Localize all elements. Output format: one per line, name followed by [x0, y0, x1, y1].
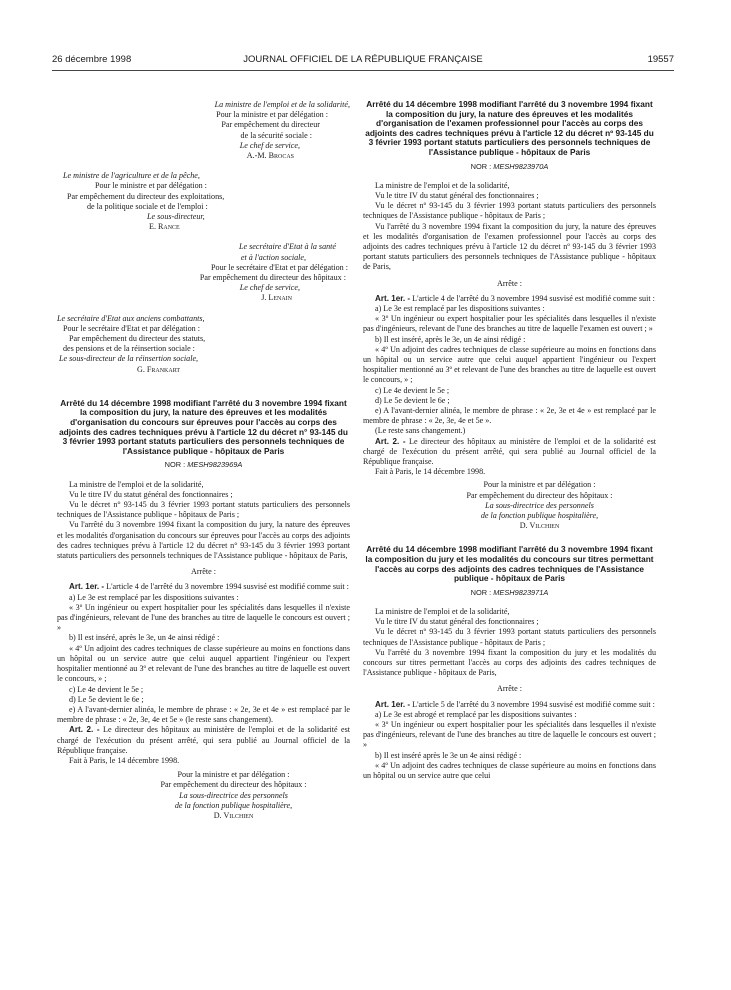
header-page-number: 19557: [647, 54, 674, 65]
paragraph: d) Le 5e devient le 6e ;: [375, 395, 450, 405]
arrete-title: Arrêté du 14 décembre 1998 modifiant l'arrêté du 3 novembre 1994 fixant la composition du jury, la nature des épreuves et les modalités d'organisation du concours sur épreuves pour l'accès au corps des adjoints des cadres techniques prévu à l'article 12 du décret n° 93-145 du 3 février 1993 portant statuts particuliers des personnels techniques de l'Assistance publique - hôpitaux de Paris: [59, 397, 348, 456]
arrete-heading: Arrête :: [497, 278, 522, 288]
article-1: [363, 294, 656, 304]
sig-line: La ministre de l'emploi et de la solidarité,: [214, 100, 350, 109]
sig-line: Par empêchement du directeur des exploitations,: [67, 191, 225, 201]
header-date: 26 décembre 1998: [52, 54, 132, 65]
article-label: Art. 2. -: [375, 436, 406, 446]
paragraph: b) Il est inséré après le 3e un 4e ainsi rédigé :: [375, 750, 522, 760]
paragraph: (Le reste sans changement.): [375, 426, 466, 436]
sig-line: de la fonction publique hospitalière,: [480, 511, 599, 521]
header-rule: [52, 70, 674, 71]
article-1: [57, 582, 350, 592]
paragraph: Fait à Paris, le 14 décembre 1998.: [375, 467, 486, 477]
article-text: Le directeur des hôpitaux au ministère de l'emploi et de la solidarité est chargé de l'exécution du présent arrêté, qui sera publié au Journal officiel de la République française.: [363, 436, 656, 467]
sig-line: Le chef de service,: [239, 283, 300, 293]
arrete-title-2: Arrêté du 14 décembre 1998 modifiant l'arrêté du 3 novembre 1994 fixant la composition du jury et les modalités du concours sur titres permettant l'accès au corps des adjoints des cadres techniques de l'Assistance publique - hôpitaux de Paris: [365, 544, 654, 584]
signature-block-vilchien: [57, 770, 350, 821]
paragraph: « 4º Un adjoint des cadres techniques de classe supérieure au moins en fonctions dans un hôpital ou un service autre que celui: [363, 760, 656, 781]
paragraph: « 3º Un ingénieur ou expert hospitalier pour les spécialités dans lesquelles il n'existe pas d'ingénieurs, relevant de l'une des branches au titre de laquelle le concours est ouvert ; »: [363, 720, 656, 750]
paragraph: La ministre de l'emploi et de la solidarité,: [69, 479, 204, 489]
sig-name: G. Frankart: [137, 364, 181, 374]
signature-block-emploi: [57, 100, 350, 161]
nor-reference-2: [363, 588, 656, 598]
paragraph: b) Il est inséré, après le 3e, un 4e ainsi rédigé :: [69, 633, 220, 643]
article-label: Art. 1er. -: [375, 293, 411, 303]
sig-line: Par empêchement du directeur des statuts,: [69, 334, 206, 344]
nor-code: MESH9823969A: [187, 460, 243, 470]
sig-line: Le secrétaire d'Etat à la santé: [239, 242, 336, 252]
paragraph: Vu le titre IV du statut général des fonctionnaires ;: [375, 190, 539, 200]
paragraph: b) Il est inséré, après le 3e, un 4e ainsi rédigé :: [375, 334, 526, 344]
sig-line: Par empêchement du directeur des hôpitaux :: [199, 273, 346, 283]
paragraph: Vu l'arrêté du 3 novembre 1994 fixant la composition du jury, la nature des épreuves et les modalités d'organisation de l'examen professionnel pour l'accès au corps des adjoints des cadres techniques prévu à l'article 12 du décret nº 93-145 du 3 février 1993 portant statuts particuliers des personnels techniques de l'Assistance publique - hôpitaux de Paris,: [363, 221, 656, 272]
paragraph: a) Le 3e est remplacé par les dispositions suivantes :: [375, 304, 545, 313]
paragraph: Fait à Paris, le 14 décembre 1998.: [69, 755, 180, 765]
signature-block-agriculture: [57, 171, 350, 232]
sig-line: Pour le secrétaire d'Etat et par délégation :: [211, 262, 348, 272]
nor-reference: [363, 162, 656, 172]
nor-code: MESH9823971A: [493, 587, 549, 597]
article-2: [57, 725, 350, 756]
sig-line: Par empêchement du directeur des hôpitaux :: [160, 780, 307, 790]
signature-block-sante: [57, 242, 350, 303]
paragraph: « 3º Un ingénieur ou expert hospitalier pour les spécialités dans lesquelles il n'existe pas d'ingénieurs, relevant de l'une des branches au titre de laquelle l'examen est ouvert ; »: [363, 314, 656, 334]
article-2: [363, 437, 656, 468]
signature-block-vilchien: [363, 480, 656, 531]
sig-name: D. Vilchien: [519, 521, 560, 531]
sig-line: Par empêchement du directeur: [221, 120, 320, 130]
paragraph: a) Le 3e est remplacé par les dispositions suivantes :: [69, 592, 239, 602]
sig-line: Pour la ministre et par délégation :: [177, 770, 290, 780]
sig-name: A.-M. Brocas: [246, 151, 294, 161]
sig-name: D. Vilchien: [213, 810, 254, 820]
sig-line: Le ministre de l'agriculture et de la pêche,: [63, 171, 200, 181]
paragraph: « 4º Un adjoint des cadres techniques de classe supérieure au moins en fonctions dans un hôpital ou un service autre que celui auquel appartient l'ingénieur ou l'expert hospitalier mentionné au 3º et relevant de l'une des branches au titre de laquelle est ouvert le concours, » ;: [363, 344, 656, 385]
sig-line: La sous-directrice des personnels: [179, 790, 288, 800]
paragraph: La ministre de l'emploi et de la solidarité,: [375, 180, 510, 190]
paragraph: Vu le décret n° 93-145 du 3 février 1993 portant statuts particuliers des personnels techniques de l'Assistance publique - hôpitaux de Paris ;: [57, 500, 350, 520]
article-text: L'article 5 de l'arrêté du 3 novembre 1994 susvisé est modifié comme suit :: [412, 699, 655, 709]
nor-label: NOR :: [470, 587, 492, 597]
paragraph: La ministre de l'emploi et de la solidarité,: [375, 607, 510, 617]
nor-code: MESH9823970A: [493, 161, 549, 171]
paragraph: « 4º Un adjoint des cadres techniques de classe supérieure au moins en fonctions dans un hôpital ou un service autre que celui auquel appartient l'ingénieur ou l'expert hospitalier mentionné au 3º et relevant de l'une des branches au titre de laquelle est ouvert le concours, » ;: [57, 643, 350, 684]
left-column: [57, 100, 350, 821]
sig-line: Le sous-directeur de la réinsertion sociale,: [59, 354, 199, 364]
right-column: [363, 100, 656, 781]
header-journal-title: JOURNAL OFFICIEL DE LA RÉPUBLIQUE FRANÇAISE: [243, 54, 483, 65]
paragraph: a) Le 3e est abrogé et remplacé par les dispositions suivantes :: [375, 709, 577, 719]
paragraph: Vu le titre IV du statut général des fonctionnaires ;: [375, 617, 539, 627]
sig-line: des pensions et de la réinsertion sociale :: [63, 344, 195, 354]
sig-line: La sous-directrice des personnels: [485, 500, 594, 510]
sig-line: de la politique sociale et de l'emploi :: [87, 201, 208, 211]
paragraph: e) A l'avant-dernier alinéa, le membre de phrase : « 2e, 3e et 4e » est remplacé par le membre de phrase : « 2e, 3e, 4e et 5e ».: [363, 406, 656, 426]
paragraph: Vu l'arrêté du 3 novembre 1994 fixant la composition du jury, la nature des épreuves et les modalités d'organisation du concours sur épreuves pour l'accès au corps des adjoints des cadres techniques prévu à l'article 12 du décret n° 93-145 du 3 février 1993 portant statuts particuliers des personnels techniques de l'Assistance publique - hôpitaux de Paris,: [57, 520, 350, 561]
sig-line: Le sous-directeur,: [147, 212, 205, 222]
article-text: L'article 4 de l'arrêté du 3 novembre 1994 susvisé est modifié comme suit :: [106, 582, 349, 592]
page-header: [52, 54, 674, 68]
arrete-heading: Arrête :: [191, 567, 216, 577]
article-label: Art. 1er. -: [375, 699, 411, 709]
sig-line: Le secrétaire d'Etat aux anciens combattants,: [57, 313, 205, 323]
arrete-heading: Arrête :: [497, 684, 522, 694]
nor-label: NOR :: [470, 161, 492, 171]
sig-line: Pour la ministre et par délégation :: [216, 110, 328, 120]
sig-line: de la fonction publique hospitalière,: [174, 800, 293, 810]
paragraph: Vu l'arrêté du 3 novembre 1994 fixant la composition du jury et les modalités du concours sur titres permettant l'accès au corps des adjoints des cadres techniques de l'Assistance publique - hôpitaux de Paris,: [363, 647, 656, 678]
article-label: Art. 2. -: [69, 725, 100, 735]
sig-line: Pour la ministre et par délégation :: [483, 480, 596, 490]
paragraph: Vu le décret nº 93-145 du 3 février 1993 portant statuts particuliers des personnels techniques de l'Assistance publique - hôpitaux de Paris ;: [363, 201, 656, 221]
sig-name: J. Lenain: [261, 293, 292, 303]
nor-reference: [57, 460, 350, 470]
article-label: Art. 1er. -: [69, 582, 105, 592]
paragraph: Vu le décret nº 93-145 du 3 février 1993 portant statuts particuliers des personnels techniques de l'Assistance publique - hôpitaux de Paris ;: [363, 627, 656, 647]
sig-line: Par empêchement du directeur des hôpitaux :: [466, 490, 613, 500]
article-text: L'article 4 de l'arrêté du 3 novembre 1994 susvisé est modifié comme suit :: [412, 293, 655, 303]
paragraph: c) Le 4e devient le 5e ;: [69, 684, 144, 694]
paragraph: Vu le titre IV du statut général des fonctionnaires ;: [69, 489, 233, 499]
sig-line: et à l'action sociale,: [240, 252, 306, 262]
signature-block-anciens-combattants: [57, 314, 350, 375]
sig-name: E. Rance: [149, 222, 180, 232]
arrete-title: Arrêté du 14 décembre 1998 modifiant l'arrêté du 3 novembre 1994 fixant la composition du jury, la nature des épreuves et les modalités d'organisation de l'examen professionnel pour l'accès au corps des adjoints des cadres techniques prévu à l'article 12 du décret nº 93-145 du 3 février 1993 portant statuts particuliers des personnels techniques de l'Assistance publique - hôpitaux de Paris: [365, 99, 654, 157]
article-1: [363, 700, 656, 710]
article-text: Le directeur des hôpitaux au ministère de l'emploi et de la solidarité est chargé de l'exécution du présent arrêté, qui sera publié au Journal officiel de la République française.: [57, 725, 350, 755]
paragraph: e) A l'avant-dernier alinéa, le membre de phrase : « 2e, 3e et 4e » est remplacé par le membre de phrase : « 2e, 3e, 4e et 5e » (le reste sans changement).: [57, 704, 350, 725]
paragraph: c) Le 4e devient le 5e ;: [375, 385, 450, 395]
sig-line: Pour le secrétaire d'Etat et par délégation :: [63, 323, 200, 333]
paragraph: d) Le 5e devient le 6e ;: [69, 694, 144, 704]
sig-line: Le chef de service,: [239, 140, 300, 150]
sig-line: de la sécurité sociale :: [240, 130, 312, 140]
sig-line: Pour le ministre et par délégation :: [95, 181, 207, 191]
paragraph: « 3º Un ingénieur ou expert hospitalier pour les spécialités dans lesquelles il n'existe pas d'ingénieurs, relevant de l'une des branches au titre de laquelle le concours est ouvert ; »: [57, 602, 350, 633]
nor-label: NOR :: [164, 460, 186, 470]
